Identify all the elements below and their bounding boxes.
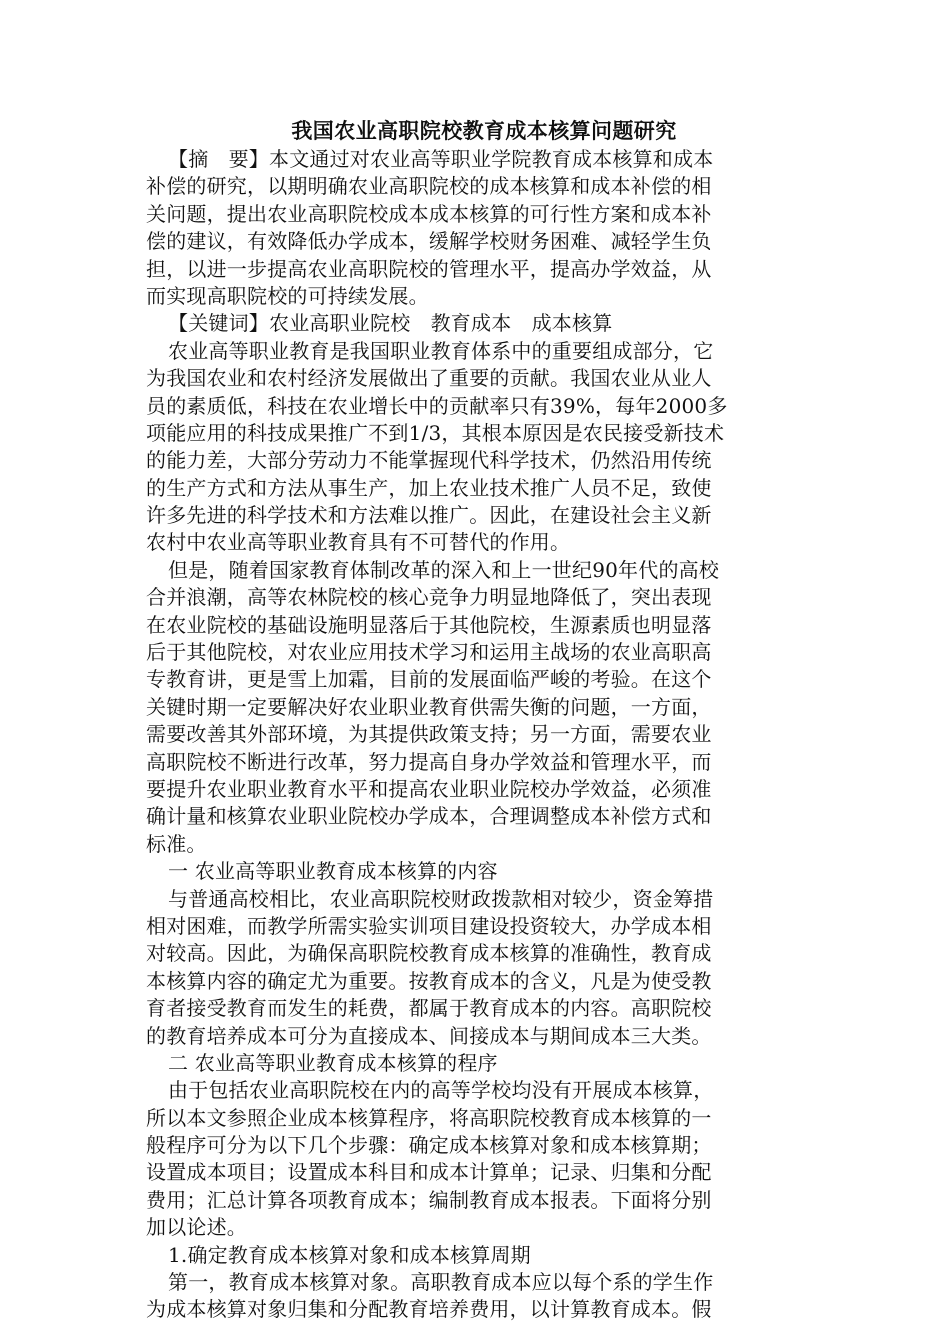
body-line: 专教育讲，更是雪上加霜，目前的发展面临严峻的考验。在这个: [146, 667, 712, 692]
subsection-heading: 1.确定教育成本核算对象和成本核算周期: [168, 1242, 531, 1267]
body-line: 后于其他院校，对农业应用技术学习和运用主战场的农业高职高: [146, 640, 712, 665]
abstract-line: 偿的建议，有效降低办学成本，缓解学校财务困难、减轻学生负: [146, 229, 712, 254]
keywords-paragraph: [146, 310, 786, 337]
section-1-heading: [146, 858, 786, 885]
abstract-line: 而实现高职院校的可持续发展。: [146, 283, 429, 308]
body-line: 的生产方式和方法从事生产，加上农业技术推广人员不足，致使: [146, 475, 712, 500]
body-line: 与普通高校相比，农业高职院校财政拨款相对较少，资金筹措: [168, 886, 714, 911]
body-line: 设置成本项目；设置成本科目和成本计算单；记录、归集和分配: [146, 1160, 712, 1185]
body-line: 本核算内容的确定尤为重要。按教育成本的含义，凡是为使受教: [146, 968, 712, 993]
body-line: 相对困难，而教学所需实验实训项目建设投资较大，办学成本相: [146, 913, 712, 938]
body-line: 但是，随着国家教育体制改革的深入和上一世纪90年代的高校: [168, 557, 720, 582]
body-line: 为我国农业和农村经济发展做出了重要的贡献。我国农业从业人: [146, 366, 712, 391]
subsection-1-paragraph: [146, 1269, 786, 1324]
subsection-1-heading: [146, 1242, 786, 1269]
body-line: 合并浪潮，高等农林院校的核心竞争力明显地降低了，突出表现: [146, 585, 712, 610]
body-line: 加以论述。: [146, 1215, 247, 1240]
body-line: 需要改善其外部环境，为其提供政策支持；另一方面，需要农业: [146, 722, 712, 747]
keywords-line: 【关键词】农业高职业院校 教育成本 成本核算: [168, 311, 613, 336]
body-line: 由于包括农业高职院校在内的高等学校均没有开展成本核算，: [168, 1078, 714, 1103]
body-line: 许多先进的科学技术和方法难以推广。因此，在建设社会主义新: [146, 503, 712, 528]
document-page: [146, 116, 786, 1324]
body-line: 确计量和核算农业职业院校办学成本，合理调整成本补偿方式和: [146, 804, 712, 829]
body-line: 育者接受教育而发生的耗费，都属于教育成本的内容。高职院校: [146, 996, 712, 1021]
body-line: 对较高。因此，为确保高职院校教育成本核算的准确性，教育成: [146, 941, 712, 966]
body-line: 在农业院校的基础设施明显落后于其他院校，生源素质也明显落: [146, 612, 712, 637]
however-paragraph: [146, 557, 786, 858]
body-line: 农村中农业高等职业教育具有不可替代的作用。: [146, 530, 571, 555]
body-line: 农业高等职业教育是我国职业教育体系中的重要组成部分，它: [168, 338, 714, 363]
body-line: 员的素质低，科技在农业增长中的贡献率只有39%，每年2000多: [146, 393, 728, 418]
abstract-line: 担，以进一步提高农业高职院校的管理水平，提高办学效益，从: [146, 256, 712, 281]
body-line: 般程序可分为以下几个步骤：确定成本核算对象和成本核算期；: [146, 1133, 712, 1158]
body-line: 关键时期一定要解决好农业职业教育供需失衡的问题，一方面，: [146, 694, 712, 719]
section-2-paragraph: [146, 1077, 786, 1241]
body-line: 标准。: [146, 831, 207, 856]
section-1-paragraph: [146, 886, 786, 1050]
body-line: 费用；汇总计算各项教育成本；编制教育成本报表。下面将分别: [146, 1187, 712, 1212]
body-line: 高职院校不断进行改革，努力提高自身办学效益和管理水平，而: [146, 749, 712, 774]
abstract-paragraph: [146, 146, 786, 310]
abstract-line: 补偿的研究，以期明确农业高职院校的成本核算和成本补偿的相: [146, 174, 712, 199]
intro-paragraph: [146, 338, 786, 557]
body-line: 所以本文参照企业成本核算程序，将高职院校教育成本核算的一: [146, 1105, 712, 1130]
body-line: 的教育培养成本可分为直接成本、间接成本与期间成本三大类。: [146, 1023, 712, 1048]
body-line: 项能应用的科技成果推广不到1/3，其根本原因是农民接受新技术: [146, 420, 725, 445]
body-line: 第一，教育成本核算对象。高职教育成本应以每个系的学生作: [168, 1270, 714, 1295]
section-heading: 二 农业高等职业教育成本核算的程序: [168, 1050, 498, 1075]
body-line: 的能力差，大部分劳动力不能掌握现代科学技术，仍然沿用传统: [146, 448, 712, 473]
body-line: 为成本核算对象归集和分配教育培养费用，以计算教育成本。假: [146, 1297, 712, 1322]
body-line: 要提升农业职业教育水平和提高农业职业院校办学效益，必须准: [146, 776, 712, 801]
document-title: 我国农业高职院校教育成本核算问题研究: [291, 118, 677, 143]
section-heading: 一 农业高等职业教育成本核算的内容: [168, 859, 498, 884]
section-2-heading: [146, 1050, 786, 1077]
abstract-line: 【摘 要】本文通过对农业高等职业学院教育成本核算和成本: [168, 147, 714, 171]
abstract-line: 关问题，提出农业高职院校成本成本核算的可行性方案和成本补: [146, 201, 712, 226]
